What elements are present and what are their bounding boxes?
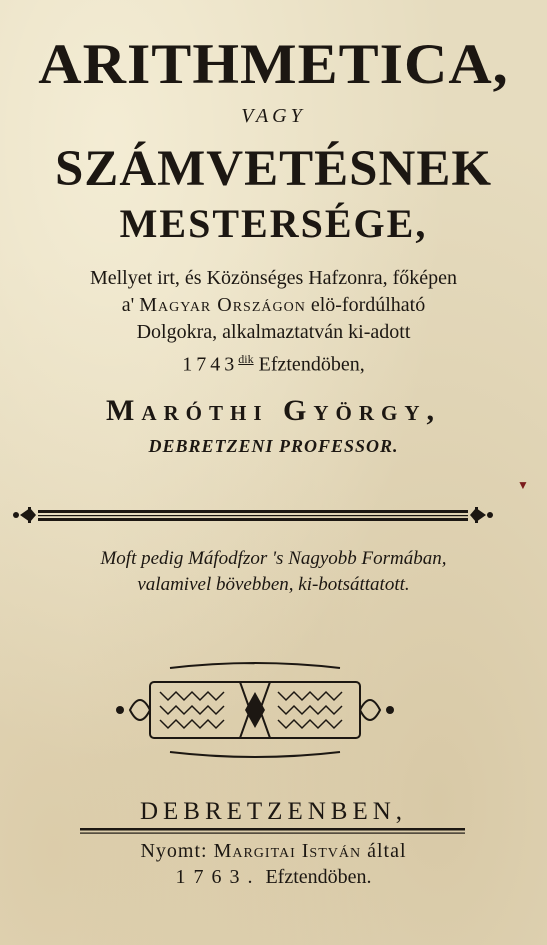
printer-name: Margitai István: [213, 840, 362, 862]
margin-mark: ▼: [517, 478, 529, 492]
subtitle-line-2: MESTERSÉGE,: [119, 201, 428, 246]
description-line-4: [0, 346, 547, 379]
main-title: ARITHMETICA,: [38, 32, 509, 96]
imprint-year-suffix: Efztendöben.: [265, 866, 372, 888]
subtitle-line-1: SZÁMVETÉSNEK: [54, 141, 493, 197]
printer-suffix: által: [367, 840, 407, 862]
description-line-2: [0, 292, 547, 319]
printers-ornament: [110, 660, 400, 760]
description-line-2-prefix: a': [121, 294, 135, 316]
imprint-year: 1763.: [175, 866, 261, 888]
description-line-4-rest: Efztendöben,: [258, 353, 365, 376]
edition-line-2: valamivel bövebben, ki-botsáttatott.: [137, 574, 410, 595]
description-line-3: Dolgokra, alkalmaztatván ki-adott: [136, 321, 411, 343]
imprint-year-line: [0, 866, 547, 889]
publication-year: 1743: [182, 353, 239, 376]
title-connector: VAGY: [241, 105, 306, 127]
year-ordinal: dik: [238, 352, 254, 366]
description-line-2-suffix: elö-fordúlható: [310, 294, 426, 316]
author-title: DEBRETZENI PROFESSOR.: [148, 436, 399, 456]
author-name: Maróthi György,: [106, 394, 441, 427]
imprint-rule: [80, 826, 465, 836]
description-block: [0, 265, 547, 379]
description-line-1: Mellyet irt, és Közönséges Hafzonra, főképen: [89, 267, 458, 289]
country-name: Magyar Országon: [139, 294, 306, 316]
edition-note: [0, 546, 547, 598]
printer-prefix: Nyomt:: [140, 840, 208, 862]
ornamental-rule: [8, 502, 498, 528]
place-of-publication: DEBRETZENBEN,: [139, 798, 408, 825]
printer-line: [0, 840, 547, 863]
edition-line-1: Moft pedig Máfodfzor 's Nagyobb Formában,: [100, 548, 447, 569]
